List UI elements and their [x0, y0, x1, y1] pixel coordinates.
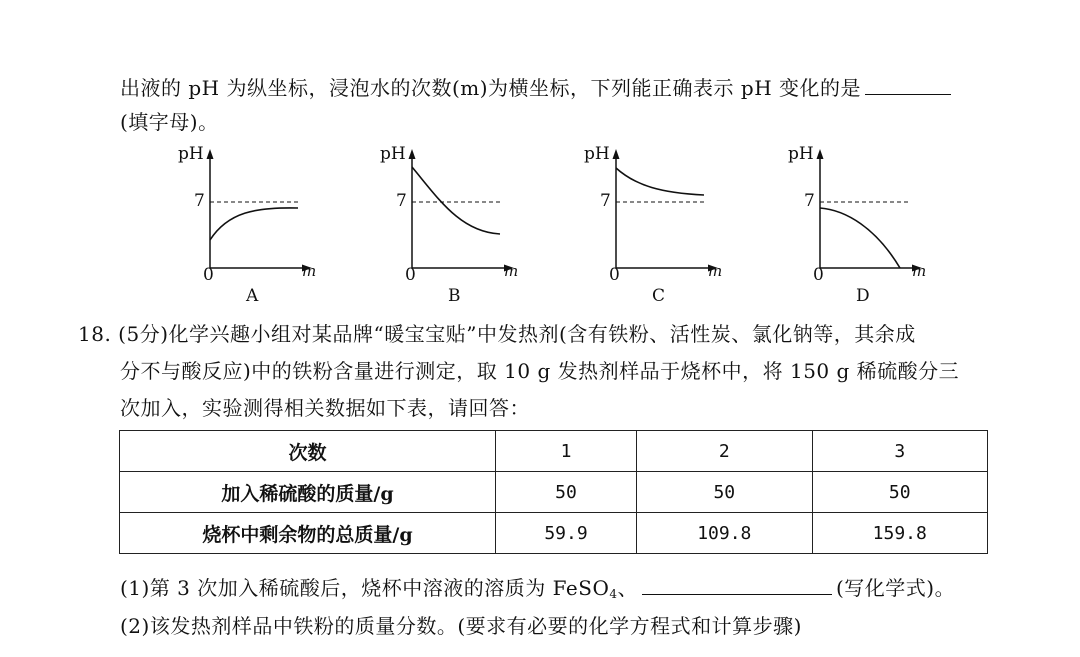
graph-d — [788, 140, 966, 310]
ph7-label: 7 — [396, 191, 407, 211]
graph-options — [150, 140, 950, 310]
option-letter: D — [856, 286, 870, 306]
graph-a — [178, 140, 356, 310]
origin-label: 0 — [609, 265, 620, 285]
table-cell: 50 — [812, 472, 987, 513]
option-letter: A — [246, 286, 259, 306]
table-cell: 159.8 — [812, 513, 987, 554]
y-axis-arrow-icon — [207, 149, 214, 159]
table-cell: 50 — [496, 472, 637, 513]
answer-blank-sub1[interactable] — [642, 576, 832, 595]
sub-question-1: (1)第 3 次加入稀硫酸后，烧杯中溶液的溶质为 FeSO$_4$、 (写化学式)。 — [120, 576, 956, 601]
q18-line3: 次加入，实验测得相关数据如下表，请回答： — [120, 396, 530, 420]
graph-c — [584, 140, 762, 310]
x-axis-label: m — [504, 262, 519, 280]
data-table — [119, 430, 988, 554]
q17-line1: 出液的 pH 为纵坐标，浸泡水的次数(m)为横坐标，下列能正确表示 pH 变化的是 — [120, 72, 951, 101]
origin-label: 0 — [405, 265, 416, 285]
x-axis-label: m — [302, 262, 317, 280]
table-row — [120, 513, 988, 554]
q17-line2: (填字母)。 — [120, 110, 219, 134]
ph-curve — [412, 167, 500, 234]
table-header-row — [120, 431, 988, 472]
option-letter: C — [652, 286, 666, 306]
table-cell: 50 — [637, 472, 812, 513]
table-header-cell: 2 — [637, 431, 812, 472]
table-cell: 59.9 — [496, 513, 637, 554]
ph7-label: 7 — [194, 191, 205, 211]
ph-curve — [210, 208, 298, 240]
x-axis-label: m — [912, 262, 927, 280]
table-header-cell: 次数 — [120, 431, 496, 472]
y-axis-arrow-icon — [817, 149, 824, 159]
y-axis-label: pH — [584, 144, 610, 164]
graph-b — [380, 140, 558, 310]
table-header-cell: 1 — [496, 431, 637, 472]
answer-blank-q17[interactable] — [865, 76, 951, 95]
table-row-label: 加入稀硫酸的质量/g — [120, 472, 496, 513]
table-header-cell: 3 — [812, 431, 987, 472]
y-axis-arrow-icon — [409, 149, 416, 159]
y-axis-label: pH — [380, 144, 406, 164]
y-axis-arrow-icon — [613, 149, 620, 159]
sub-question-2: (2)该发热剂样品中铁粉的质量分数。(要求有必要的化学方程式和计算步骤) — [120, 614, 802, 638]
q18-line2: 分不与酸反应)中的铁粉含量进行测定，取 10 g 发热剂样品于烧杯中，将 150 g 稀硫酸分三 — [120, 359, 960, 383]
table-row — [120, 472, 988, 513]
ph-curve — [616, 168, 704, 195]
origin-label: 0 — [813, 265, 824, 285]
y-axis-label: pH — [178, 144, 204, 164]
option-letter: B — [448, 286, 461, 306]
ph7-label: 7 — [600, 191, 611, 211]
table-cell: 109.8 — [637, 513, 812, 554]
ph-curve — [820, 208, 900, 268]
y-axis-label: pH — [788, 144, 814, 164]
ph7-label: 7 — [804, 191, 815, 211]
q18-line1: 18. (5分)化学兴趣小组对某品牌“暖宝宝贴”中发热剂(含有铁粉、活性炭、氯化钠等，其余成 — [78, 322, 916, 346]
table-row-label: 烧杯中剩余物的总质量/g — [120, 513, 496, 554]
origin-label: 0 — [203, 265, 214, 285]
x-axis-label: m — [708, 262, 723, 280]
